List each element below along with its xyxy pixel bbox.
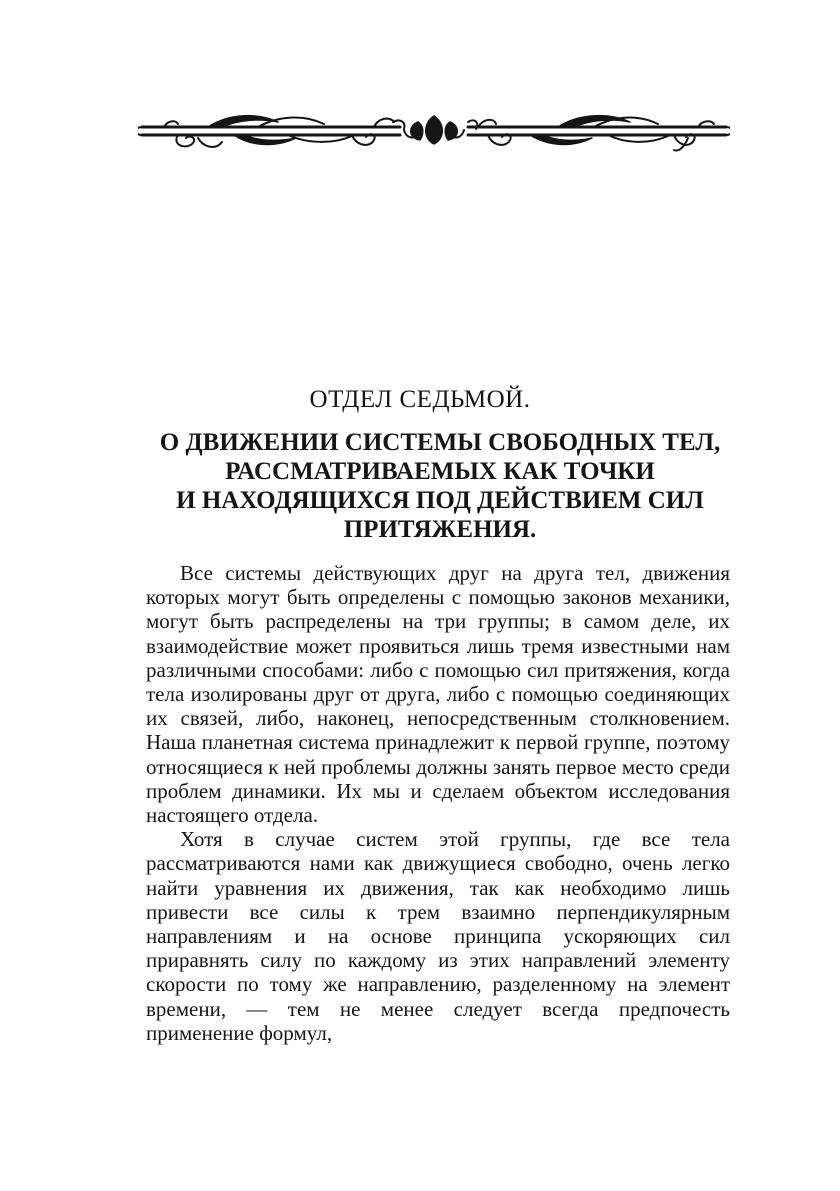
chapter-title xyxy=(150,428,730,544)
body-text xyxy=(146,561,730,1045)
chapter-title-line: ПРИТЯЖЕНИЯ. xyxy=(343,516,537,543)
section-label: ОТДЕЛ СЕДЬМОЙ. xyxy=(309,386,531,413)
headpiece-ornament xyxy=(138,108,730,158)
chapter-title-line: И НАХОДЯЩИХСЯ ПОД ДЕЙСТВИЕМ СИЛ xyxy=(176,487,704,514)
paragraph: Хотя в случае систем этой группы, где все тела рассматриваются нами как движущиеся свободно, очень легко найти уравнения их движения, так как необходимо лишь привести все силы к трем взаимно перпендикулярным направлениям и на основе принципа ускоряющих сил приравнять силу по каждому из этих направлений элементу скорости по тому же направлению, разделенному на элемент времени, — тем не менее следует всегда предпочесть применение формул, xyxy=(146,827,730,1045)
paragraph: Все системы действующих друг на друга тел, движения которых могут быть определены с помощью законов механики, могут быть распределены на три группы; в самом деле, их взаимодействие может проявиться лишь тремя известными нам различными способами: либо с помощью сил притяжения, когда тела изолированы друг от друга, либо с помощью соединяющих их связей, либо, наконец, непосредственным столкновением. Наша планетная система принадлежит к первой группе, поэтому относящиеся к ней проблемы должны занять первое место среди проблем динамики. Их мы и сделаем объектом исследования настоящего отдела. xyxy=(146,561,730,828)
chapter-title-line: РАССМАТРИВАЕМЫХ КАК ТОЧКИ xyxy=(225,458,655,485)
chapter-title-line: О ДВИЖЕНИИ СИСТЕМЫ СВОБОДНЫХ ТЕЛ, xyxy=(159,429,721,456)
